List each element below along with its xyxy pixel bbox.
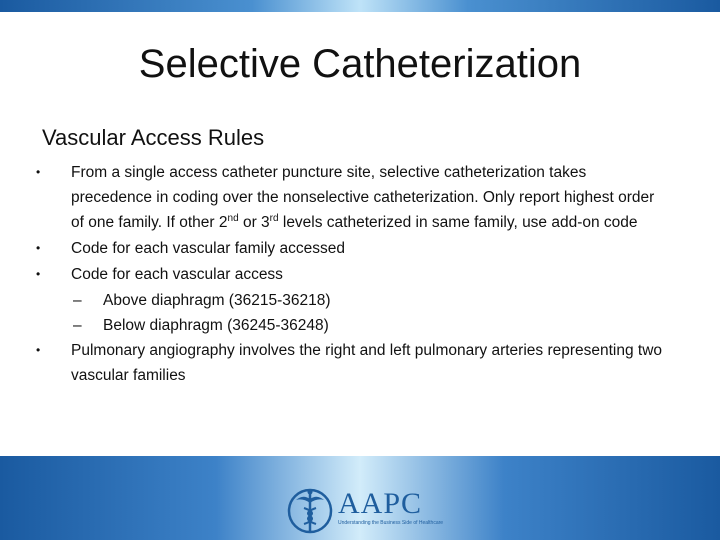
aapc-logo	[286, 484, 444, 540]
bullet-marker: •	[36, 267, 41, 281]
bullet-text: or 3	[238, 214, 270, 231]
sub-bullet-above-diaphragm	[0, 288, 720, 313]
bullet-marker: •	[36, 241, 41, 255]
bullet-list	[0, 160, 720, 389]
bullet-item-pulmonary-angiography	[0, 338, 671, 388]
sub-bullet-below-diaphragm	[0, 313, 720, 338]
slide-subtitle: Vascular Access Rules	[42, 125, 265, 150]
sub-bullet-text: Below diaphragm (36245-36248)	[103, 317, 329, 334]
sub-bullet-marker: –	[73, 317, 82, 334]
bullet-text: Code for each vascular family accessed	[71, 240, 345, 257]
top-decorative-band	[0, 0, 720, 12]
bullet-item-vascular-access	[0, 262, 671, 287]
bullet-marker: •	[36, 343, 41, 357]
slide-title: Selective Catheterization	[138, 42, 582, 86]
ordinal-suffix: nd	[227, 212, 239, 224]
caduceus-icon	[286, 484, 334, 538]
sub-bullet-marker: –	[73, 292, 82, 309]
bullet-text: From a single access catheter puncture site, selective catheterization takes precedence in coding over the nonselective catheterization. Only report highest order of one family. If other 2	[71, 164, 655, 231]
logo-wordmark: AAPC	[338, 487, 423, 520]
logo-tagline: Understanding the Business Side of Healthcare	[338, 520, 444, 526]
bullet-text: Code for each vascular access	[71, 266, 283, 283]
bullet-item-vascular-family	[0, 236, 671, 261]
bullet-text: Pulmonary angiography involves the right and left pulmonary arteries representing two vascular families	[71, 342, 663, 384]
bullet-item-selective-precedence	[0, 160, 671, 235]
sub-bullet-text: Above diaphragm (36215-36218)	[103, 292, 331, 309]
bullet-marker: •	[36, 165, 41, 179]
ordinal-suffix: rd	[269, 212, 279, 224]
bullet-text: levels catheterized in same family, use add-on code	[278, 214, 638, 231]
